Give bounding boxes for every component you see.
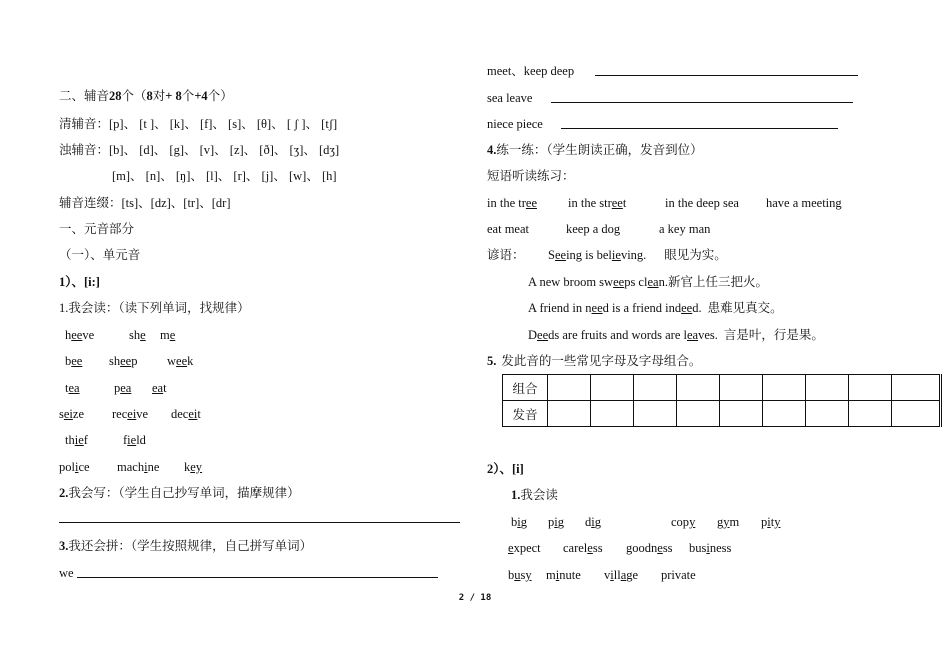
word-police: police	[59, 460, 90, 474]
write-answer-line[interactable]	[59, 522, 460, 523]
word-sheep: sheep	[109, 354, 138, 368]
table-cell[interactable]	[849, 401, 892, 427]
word-pea: pea	[114, 381, 132, 395]
table-cell[interactable]	[763, 375, 806, 401]
table-header-pronunciation: 发音	[503, 401, 548, 427]
answer-line-1[interactable]	[595, 75, 858, 76]
write-instruction: 2.我会写：（学生自己抄写单词，描摩规律）	[59, 486, 300, 500]
phrase-keep-a-dog: keep a dog	[566, 222, 621, 236]
word-expect: expect	[508, 541, 541, 555]
word-village: village	[604, 568, 639, 582]
word-copy: copy	[671, 515, 696, 529]
spell-answer-line[interactable]	[77, 577, 438, 578]
word-field: field	[123, 433, 146, 447]
voiced-consonants: 浊辅音：[b]、 [d]、 [g]、 [v]、 [z]、 [ð]、 [ʒ]、 [dʒ]	[59, 143, 340, 157]
phrase-in-the-tree: in the tree	[487, 196, 537, 210]
word-eat: eat	[152, 381, 167, 395]
word-dig: dig	[585, 515, 601, 529]
table-cell[interactable]	[849, 375, 892, 401]
table-cell[interactable]	[548, 401, 591, 427]
practice-heading: 4.练一练：（学生朗读正确，发音到位）	[487, 143, 703, 157]
proverb-label: 谚语：	[487, 248, 525, 262]
word-pity: pity	[761, 515, 781, 529]
vowels-heading: 一、元音部分	[59, 222, 135, 236]
proverb-1: Seeing is believing. 眼见为实。	[548, 248, 727, 262]
meet-keep-deep-row: meet、keep deep	[487, 64, 575, 78]
table-cell[interactable]	[591, 401, 634, 427]
phrase-a-key-man: a key man	[659, 222, 711, 236]
voiced-consonants-2: [m]、 [n]、 [ŋ]、 [l]、 [r]、 [j]、 [w]、 [h]	[112, 169, 337, 183]
section-2-heading: 2）、[i]	[487, 462, 524, 476]
table-cell[interactable]	[720, 401, 763, 427]
section-5-heading: 5. 发此音的一些常见字母及字母组合。	[487, 354, 702, 368]
phrase-in-the-street: in the street	[568, 196, 627, 210]
monophthongs-heading: （一）、单元音	[59, 248, 141, 262]
phrase-eat-meat: eat meat	[487, 222, 529, 236]
spell-we-row: we	[59, 566, 74, 580]
word-pig: pig	[548, 515, 564, 529]
voiceless-consonants: 清辅音：[p]、 [t ]、 [k]、 [f]、 [s]、 [θ]、 [ ʃ ]、 [tʃ]	[59, 117, 338, 131]
read-instruction: 1.我会读：（读下列单词，找规律）	[59, 301, 250, 315]
word-key: key	[184, 460, 203, 474]
phrase-have-a-meeting: have a meeting	[766, 196, 842, 210]
answer-line-2[interactable]	[551, 102, 853, 103]
word-busy: busy	[508, 568, 532, 582]
consonants-heading: 二、辅音28个（8对+ 8个+4个）	[59, 89, 233, 103]
sea-leave-row: sea leave	[487, 91, 533, 105]
table-cell[interactable]	[634, 375, 677, 401]
page-number: 2 / 18	[458, 593, 492, 603]
table-cell[interactable]	[548, 375, 591, 401]
word-private: private	[661, 568, 696, 582]
proverb-4: Deeds are fruits and words are leaves. 言是叶，行是果。	[528, 328, 824, 342]
read-heading-2: 1.我会读	[511, 488, 558, 502]
table-cell[interactable]	[806, 401, 849, 427]
spell-instruction: 3.我还会拼：（学生按照规律，自己拼写单词）	[59, 539, 313, 553]
table-cell[interactable]	[763, 401, 806, 427]
word-machine: machine	[117, 460, 160, 474]
letter-combination-table	[502, 374, 942, 427]
table-cell[interactable]	[677, 375, 720, 401]
table-row	[503, 401, 941, 427]
section-1-heading: 1）、[i:]	[59, 275, 100, 289]
word-minute: minute	[546, 568, 581, 582]
proverb-2: A new broom sweeps clean.新官上任三把火。	[528, 275, 768, 289]
table-header-combination: 组合	[503, 375, 548, 401]
word-deceit: deceit	[171, 407, 201, 421]
answer-line-3[interactable]	[561, 128, 838, 129]
word-seize: seize	[59, 407, 85, 421]
word-heeve: heeve	[65, 328, 95, 342]
table-cell[interactable]	[677, 401, 720, 427]
word-gym: gym	[717, 515, 740, 529]
table-cell[interactable]	[634, 401, 677, 427]
consonant-clusters: 辅音连缀：[ts]、[dz]、[tr]、[dr]	[59, 196, 231, 210]
word-thief: thief	[65, 433, 88, 447]
word-receive: receive	[112, 407, 149, 421]
word-big: big	[511, 515, 527, 529]
niece-piece-row: niece piece	[487, 117, 543, 131]
phrase-in-the-deep-sea: in the deep sea	[665, 196, 739, 210]
word-she: she	[129, 328, 146, 342]
table-cell[interactable]	[720, 375, 763, 401]
table-row	[503, 375, 941, 401]
table-cell[interactable]	[806, 375, 849, 401]
word-goodness: goodness	[626, 541, 673, 555]
word-me: me	[160, 328, 176, 342]
proverb-3: A friend in need is a friend indeed. 患难见真交。	[528, 301, 783, 315]
table-cell[interactable]	[892, 375, 941, 401]
word-careless: careless	[563, 541, 603, 555]
phrase-label: 短语听读练习：	[487, 169, 575, 183]
table-cell[interactable]	[892, 401, 941, 427]
table-cell[interactable]	[591, 375, 634, 401]
word-bee: bee	[65, 354, 83, 368]
word-business: business	[689, 541, 732, 555]
word-week: week	[167, 354, 194, 368]
word-tea: tea	[65, 381, 80, 395]
